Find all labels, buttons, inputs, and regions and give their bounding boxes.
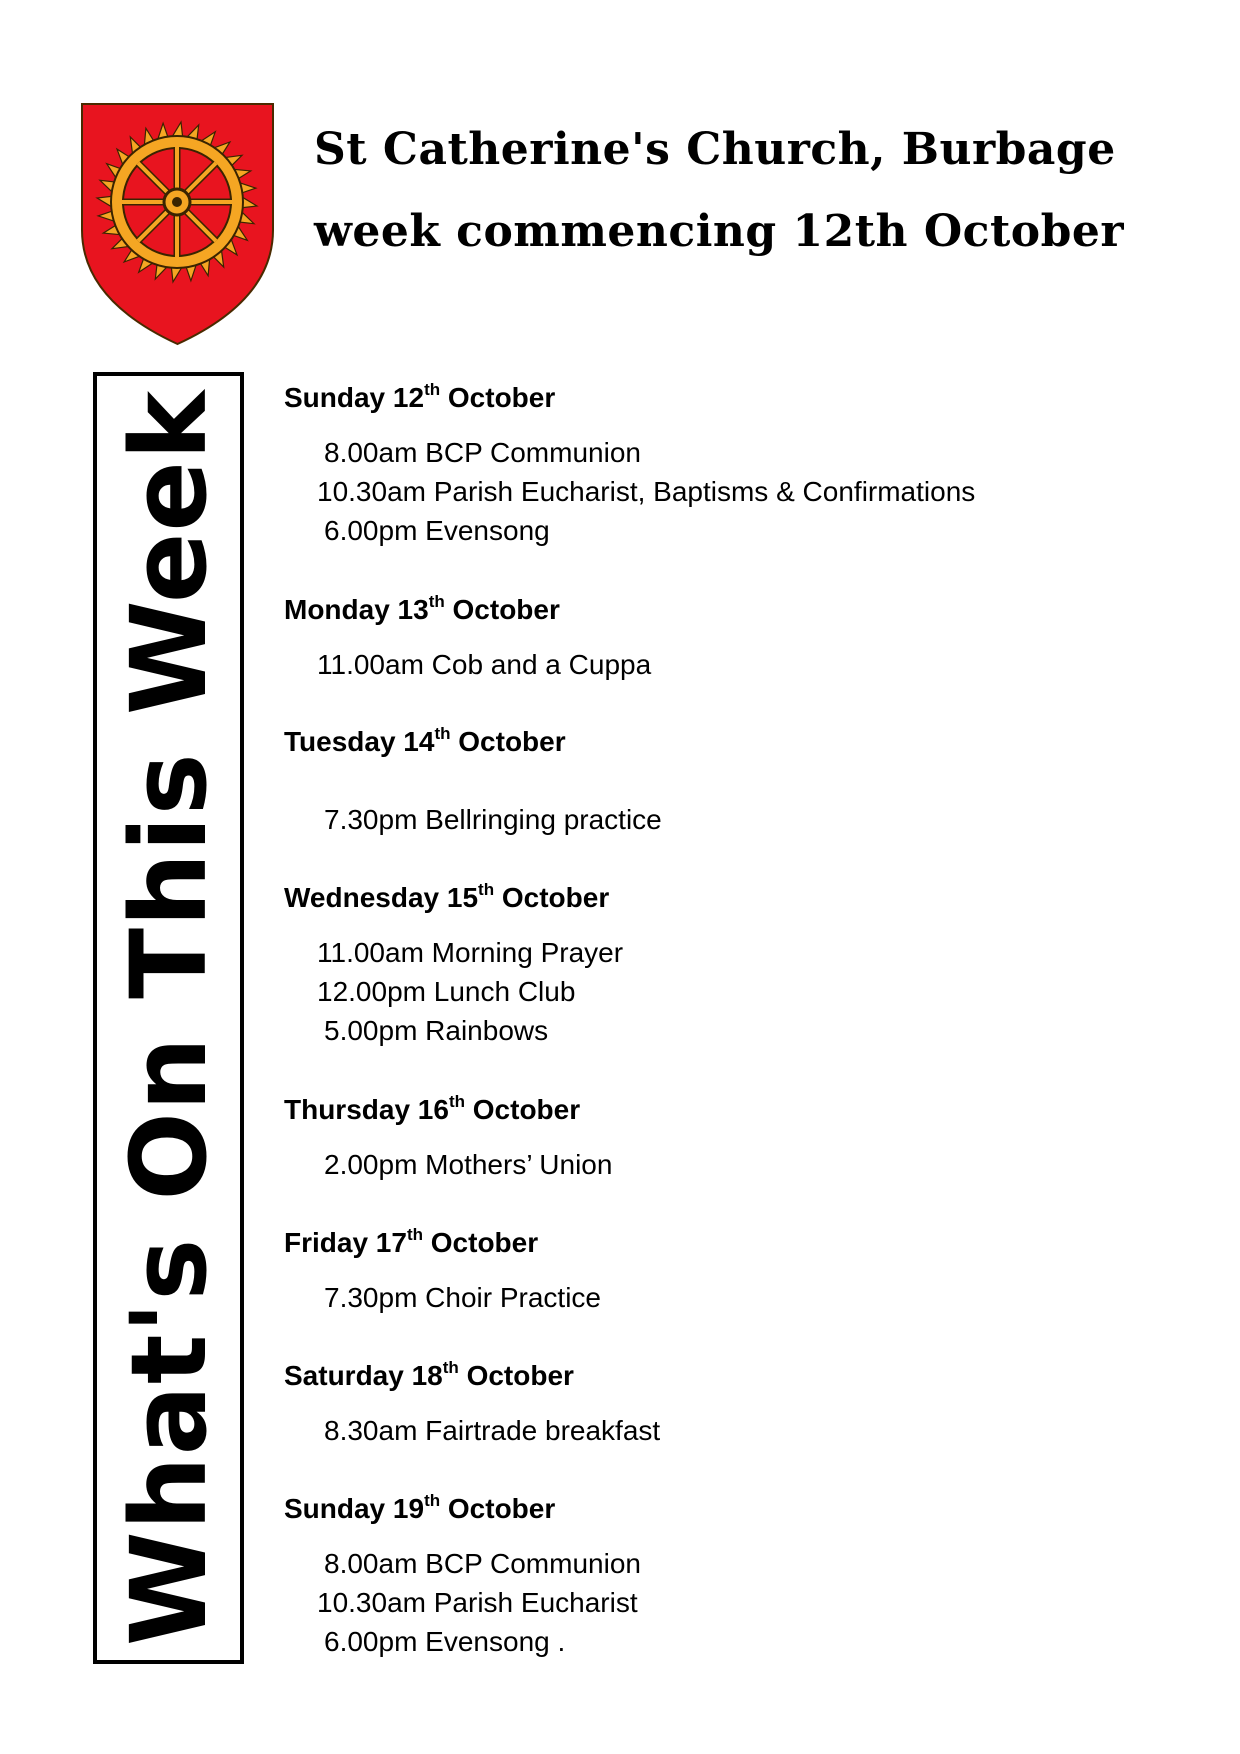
event-item: 10.30am Parish Eucharist, Baptisms & Confirmations	[317, 476, 976, 507]
day-name: Sunday 19	[284, 1493, 425, 1524]
day-heading	[284, 1491, 556, 1524]
day-month: October	[423, 1227, 539, 1258]
event-item: 7.30pm Choir Practice	[324, 1282, 602, 1313]
day-heading	[284, 380, 556, 413]
day-month: October	[440, 382, 556, 413]
shield-catherine-wheel-icon	[80, 102, 275, 346]
event-item: 11.00am Morning Prayer	[317, 937, 624, 968]
day-heading	[284, 1225, 539, 1258]
week-title: week commencing 12th October	[314, 206, 1125, 257]
day-ordinal: th	[434, 724, 451, 743]
day-month: October	[444, 594, 560, 625]
event-item: 8.00am BCP Communion	[324, 1548, 641, 1579]
day-month: October	[450, 726, 566, 757]
event-item: 8.00am BCP Communion	[324, 437, 641, 468]
church-title: St Catherine's Church, Burbage	[314, 124, 1116, 175]
day-month: October	[465, 1094, 581, 1125]
day-heading	[284, 880, 610, 913]
day-month: October	[494, 882, 610, 913]
event-item: 12.00pm Lunch Club	[317, 976, 576, 1007]
day-month: October	[440, 1493, 556, 1524]
day-name: Saturday 18	[284, 1360, 443, 1391]
event-item: 5.00pm Rainbows	[324, 1015, 549, 1046]
event-item: 6.00pm Evensong .	[324, 1626, 566, 1657]
day-ordinal: th	[448, 1092, 465, 1111]
day-heading	[284, 724, 566, 757]
day-name: Tuesday 14	[284, 726, 435, 757]
day-ordinal: th	[406, 1225, 423, 1244]
day-name: Wednesday 15	[284, 882, 479, 913]
event-item: 11.00am Cob and a Cuppa	[317, 649, 652, 680]
day-ordinal: th	[478, 880, 495, 899]
event-item: 7.30pm Bellringing practice	[324, 804, 662, 835]
day-heading	[284, 592, 560, 625]
day-heading	[284, 1092, 581, 1125]
day-name: Friday 17	[284, 1227, 407, 1258]
event-item: 8.30am Fairtrade breakfast	[324, 1415, 661, 1446]
event-item: 6.00pm Evensong	[324, 515, 550, 546]
sidebar-label: What's On This Week	[107, 389, 230, 1647]
day-name: Sunday 12	[284, 382, 425, 413]
event-item: 2.00pm Mothers’ Union	[324, 1149, 613, 1180]
day-ordinal: th	[424, 1491, 441, 1510]
day-ordinal: th	[424, 380, 441, 399]
day-name: Monday 13	[284, 594, 429, 625]
day-ordinal: th	[428, 592, 445, 611]
day-ordinal: th	[442, 1358, 459, 1377]
day-name: Thursday 16	[284, 1094, 449, 1125]
day-heading	[284, 1358, 574, 1391]
sidebar-banner	[93, 372, 244, 1664]
day-month: October	[458, 1360, 574, 1391]
event-item: 10.30am Parish Eucharist	[317, 1587, 638, 1618]
